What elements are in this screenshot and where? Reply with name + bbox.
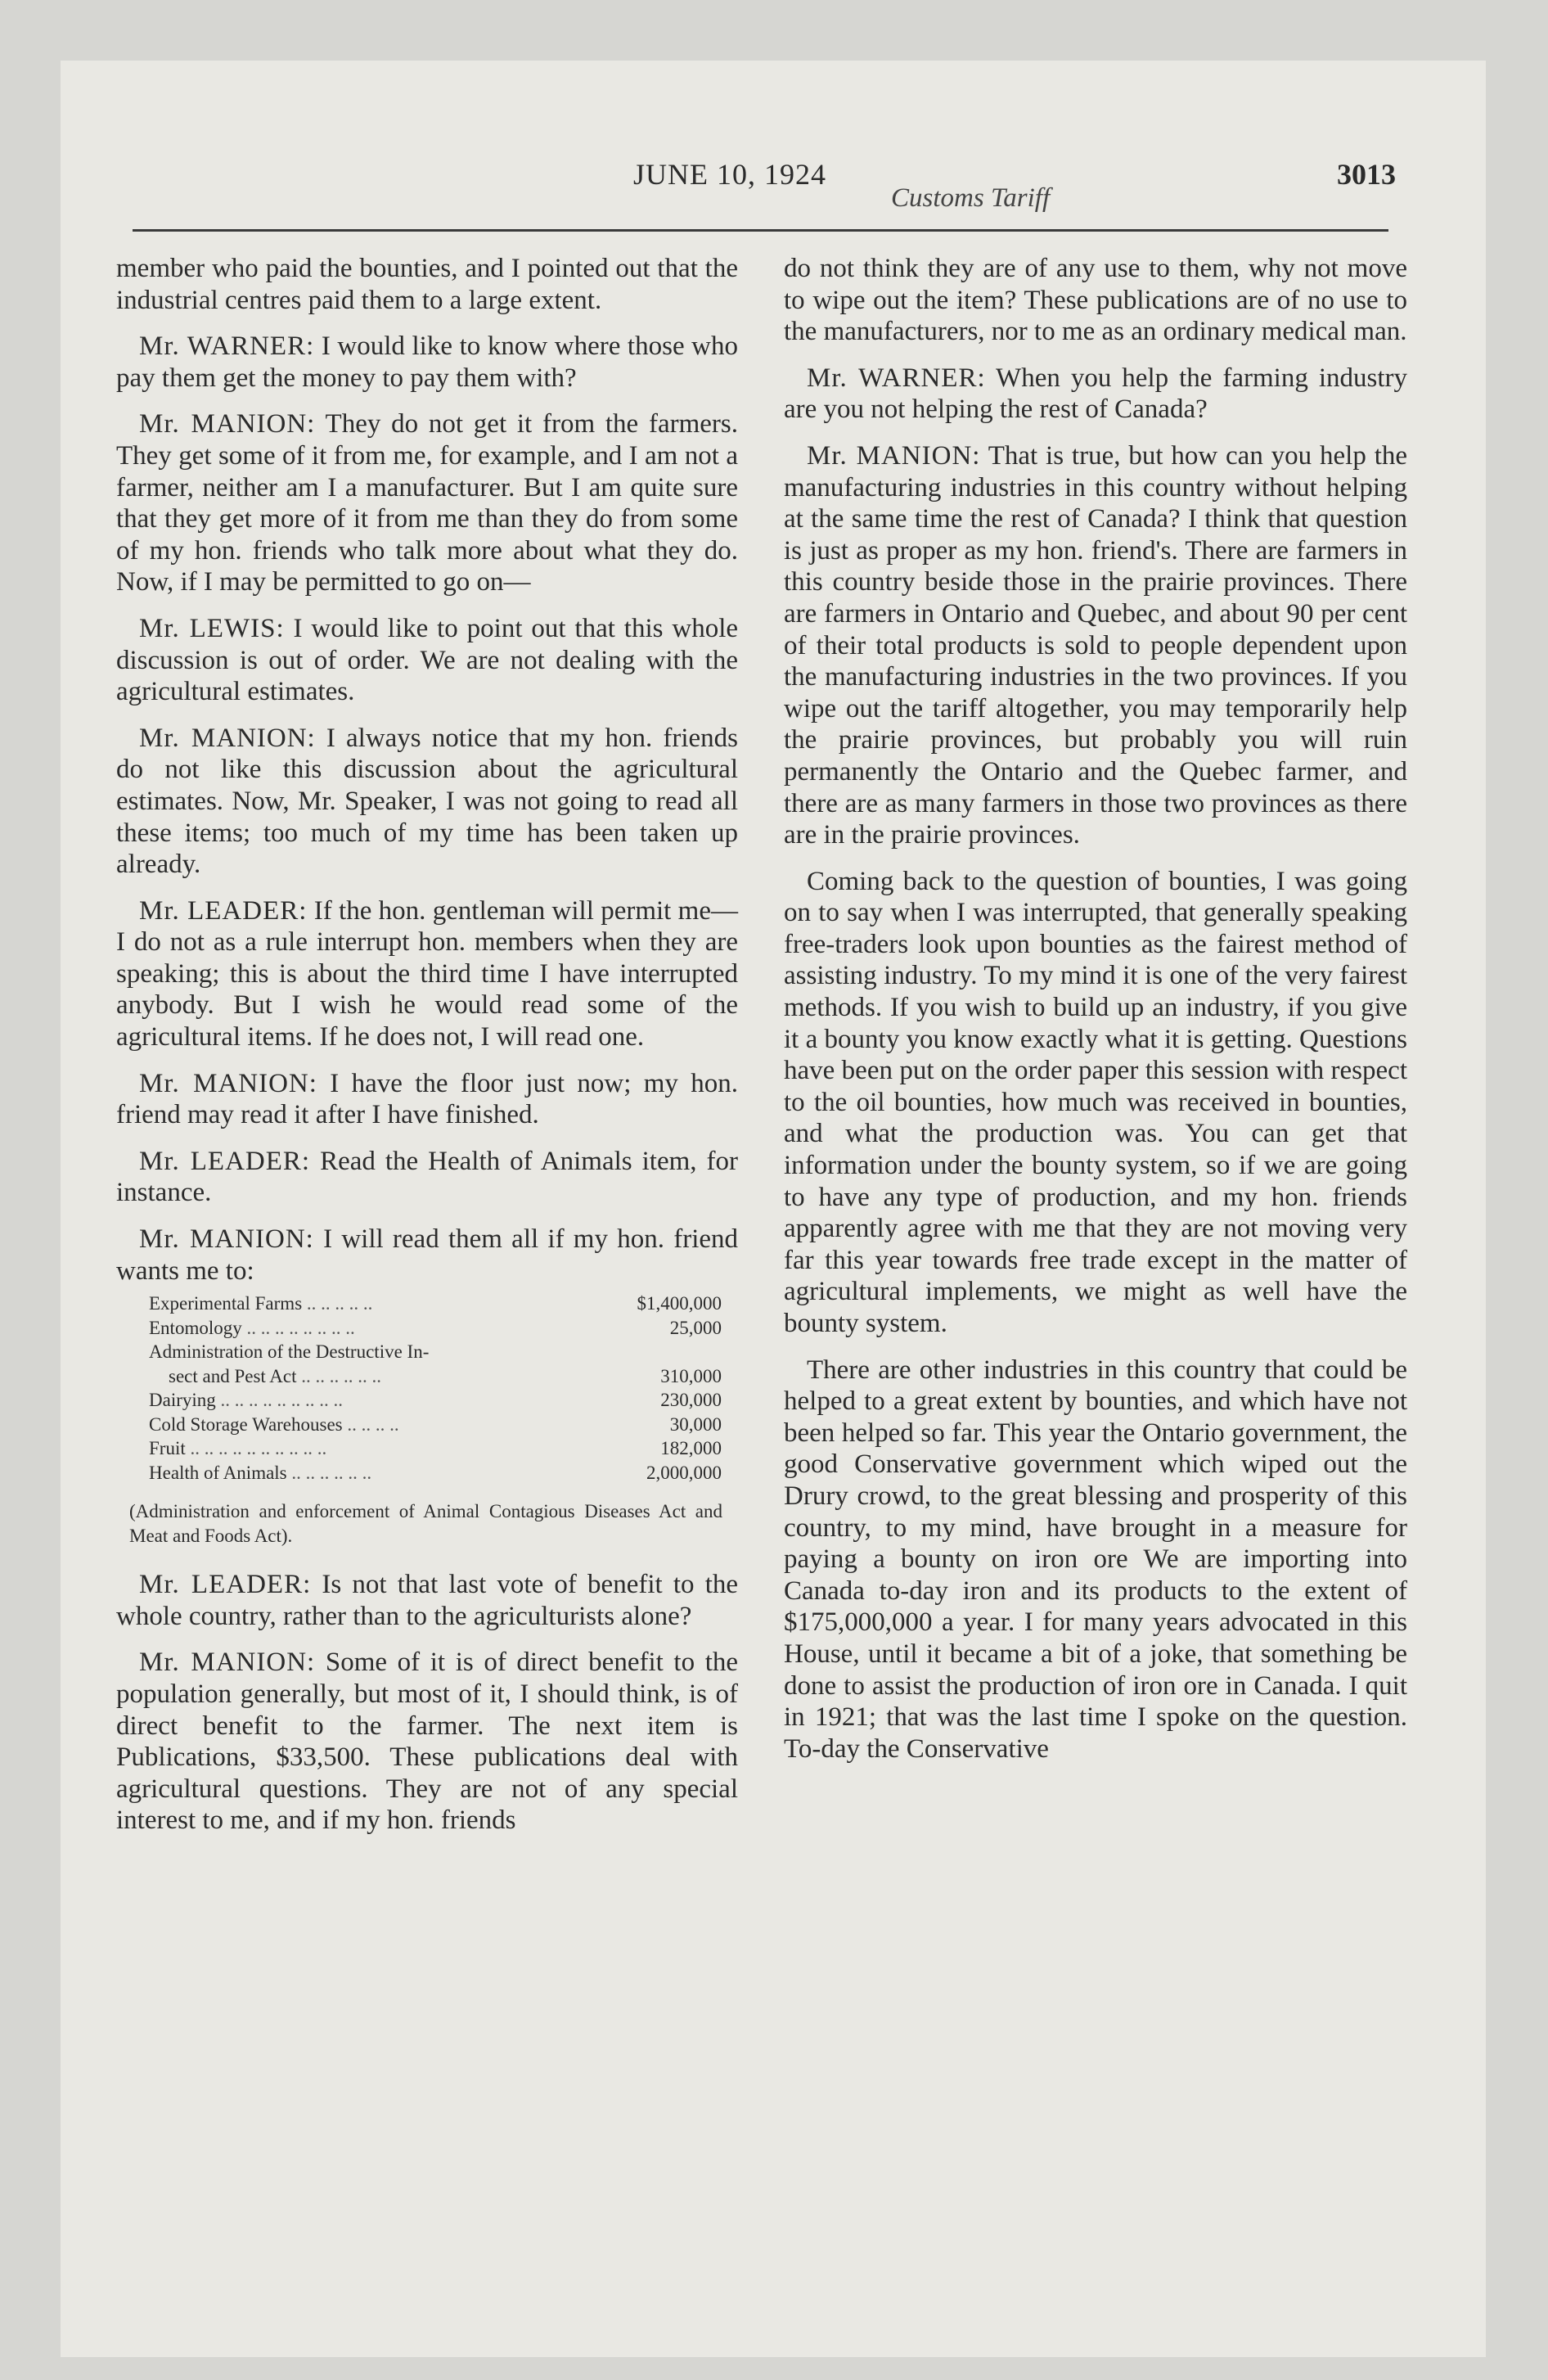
speaker-name: Mr. WARNER: xyxy=(807,363,986,393)
speaker-name: Mr. MANION: xyxy=(139,723,316,753)
paragraph: do not think they are of any use to them, why not move to wipe out the item? These publications are of no use to the manufacturers, nor to me as an ordinary medical man. xyxy=(784,254,1407,347)
estimate-amount: 30,000 xyxy=(669,1413,722,1435)
speech-paragraph xyxy=(116,408,738,598)
speech-paragraph xyxy=(116,895,738,1053)
speaker-name: Mr. LEADER: xyxy=(139,1570,312,1600)
estimate-row xyxy=(149,1436,722,1461)
speech-paragraph xyxy=(116,613,738,708)
estimate-amount: 25,000 xyxy=(669,1317,722,1338)
speech-text: When you help the farming industry are you not helping the rest of Canada? xyxy=(784,363,1408,425)
estimate-item: Dairying .. .. .. .. .. .. .. .. .. xyxy=(149,1390,344,1411)
speech-paragraph xyxy=(784,363,1407,426)
estimate-row xyxy=(149,1413,722,1437)
left-column xyxy=(116,253,738,1851)
speech-paragraph xyxy=(116,1146,738,1209)
estimate-item: Administration of the Destructive In- xyxy=(149,1341,430,1363)
speech-text: I would like to point out that this whole discussion is out of order. We are not dealing with the agricultural estimates. xyxy=(116,613,739,707)
paragraph: There are other industries in this country that could be helped to a great extent by bounties, and which have not been helped so far. This year the Ontario government, the good Conservative government which wiped out the Drury crowd, to the great blessing and prosperity of this country, to my mind, have brought in a measure for paying a bounty on iron ore We are importing into Canada to-day iron and its products to the extent of $175,000,000 a year. I for many years advocated in this House, until it became a bit of a joke, that something be done to assist the production of iron ore in Canada. I quit in 1921; that was the last time I spoke on the question. To-day the Conservative xyxy=(784,1355,1407,1764)
speaker-name: Mr. MANION: xyxy=(139,1648,316,1678)
speaker-name: Mr. MANION: xyxy=(139,1224,314,1255)
speech-paragraph xyxy=(116,1068,738,1131)
speaker-name: Mr. LEWIS: xyxy=(139,613,285,643)
speech-paragraph xyxy=(116,1224,738,1287)
estimate-row xyxy=(149,1340,722,1364)
speech-paragraph xyxy=(116,331,738,394)
speaker-name: Mr. MANION: xyxy=(139,1068,317,1098)
estimate-amount: 182,000 xyxy=(660,1438,722,1459)
estimate-item: Cold Storage Warehouses .. .. .. .. xyxy=(149,1413,399,1435)
header-section-title: Customs Tariff xyxy=(891,183,1051,213)
estimate-row xyxy=(149,1364,722,1389)
estimate-row xyxy=(149,1388,722,1413)
speech-text: I always notice that my hon. friends do not like this discussion about the agricultural estimates. Now, Mr. Speaker, I was not going to read all these items; too much of my time has been taken up already. xyxy=(116,723,739,880)
estimates-note: (Administration and enforcement of Animal Contagious Diseases Act and Meat and Foods Act). xyxy=(129,1501,722,1546)
estimate-amount: 2,000,000 xyxy=(646,1462,722,1483)
speaker-name: Mr. LEADER: xyxy=(139,895,308,926)
paragraph: member who paid the bounties, and I pointed out that the industrial centres paid them to a large extent. xyxy=(116,254,738,315)
header-rule xyxy=(133,229,1388,232)
speech-text: That is true, but how can you help the manufacturing industries in this country without helping at the same time the rest of Canada? I think that question is just as proper as my hon. friend's. There are farmers in this country beside those in the prairie provinces. There are farmers in Ontario and Quebec, and about 90 per cent of their total products is sold to people dependent upon the manufacturing industries in the two provinces. If you wipe out the tariff altogether, you may temporarily help the prairie provinces, but probably you will ruin permanently the Ontario and the Quebec farmer, and there are as many farmers in those two provinces as there are in the prairie provinces. xyxy=(784,440,1408,850)
estimate-item: Fruit .. .. .. .. .. .. .. .. .. .. xyxy=(149,1438,327,1459)
speech-paragraph xyxy=(116,1569,738,1632)
speech-paragraph xyxy=(784,440,1407,851)
speech-paragraph xyxy=(116,1647,738,1837)
speech-text: They do not get it from the farmers. They get some of it from me, for example, and I am not a farmer, neither am I a manufacturer. But I am quite sure that they get more of it from me than they do from some of my hon. friends who talk more about what they do. Now, if I may be permitted to go on— xyxy=(116,409,738,597)
speech-paragraph xyxy=(116,723,738,881)
estimates-table xyxy=(149,1291,722,1485)
speech-text: Read the Health of Animals item, for instance. xyxy=(116,1146,739,1208)
speech-text: I have the floor just now; my hon. friend may read it after I have finished. xyxy=(116,1068,739,1130)
estimate-row xyxy=(149,1316,722,1341)
estimate-item: Entomology .. .. .. .. .. .. .. .. xyxy=(149,1317,355,1338)
estimate-amount xyxy=(615,1340,722,1364)
speech-text: I would like to know where those who pay them get the money to pay them with? xyxy=(116,331,739,393)
estimate-row xyxy=(149,1291,722,1316)
speaker-name: Mr. WARNER: xyxy=(139,331,315,362)
speaker-name: Mr. MANION: xyxy=(807,440,981,471)
estimate-amount: 310,000 xyxy=(660,1365,722,1386)
speech-text: I will read them all if my hon. friend wants me to: xyxy=(116,1224,739,1286)
header-date: JUNE 10, 1924 xyxy=(633,158,826,191)
estimate-item: Health of Animals .. .. .. .. .. .. xyxy=(149,1462,372,1483)
speaker-name: Mr. LEADER: xyxy=(139,1146,311,1176)
estimate-item: sect and Pest Act .. .. .. .. .. .. xyxy=(169,1365,381,1386)
estimate-amount: $1,400,000 xyxy=(637,1293,722,1314)
estimate-row xyxy=(149,1461,722,1485)
speaker-name: Mr. MANION: xyxy=(139,409,316,439)
speech-text: If the hon. gentleman will permit me—I do not as a rule interrupt hon. members when they are speaking; this is about the third time I have interrupted anybody. But I wish he would read some of the agricultural items. If he does not, I will read one. xyxy=(116,895,738,1053)
page-header xyxy=(61,61,1486,224)
speech-text: Some of it is of direct benefit to the population generally, but most of it, I should think, is of direct benefit to the farmer. The next item is Publications, $33,500. These publications deal with agricultural questions. They are not of any special interest to me, and if my hon. friends xyxy=(116,1648,739,1836)
speech-text: Is not that last vote of benefit to the whole country, rather than to the agriculturists alone? xyxy=(116,1570,739,1631)
paragraph: Coming back to the question of bounties, I was going on to say when I was interrupted, that generally speaking free-traders look upon bounties as the fairest method of assisting industry. To my mind it is one of the very fairest methods. If you wish to build up an industry, if you give it a bounty you know exactly what it is getting. Questions have been put on the order paper this session with respect to the oil bounties, how much was received in bounties, and what the production was. You can get that information under the bounty system, so if we are going to have any type of production, and my hon. friends apparently agree with me that they are not moving very far this year towards free trade except in the matter of agricultural implements, we might as well have the bounty system. xyxy=(784,866,1407,1338)
estimate-item: Experimental Farms .. .. .. .. .. xyxy=(149,1293,373,1314)
right-column xyxy=(784,253,1407,1779)
document-page xyxy=(61,61,1486,2357)
header-page-number: 3013 xyxy=(1337,158,1396,191)
estimate-amount: 230,000 xyxy=(660,1390,722,1411)
